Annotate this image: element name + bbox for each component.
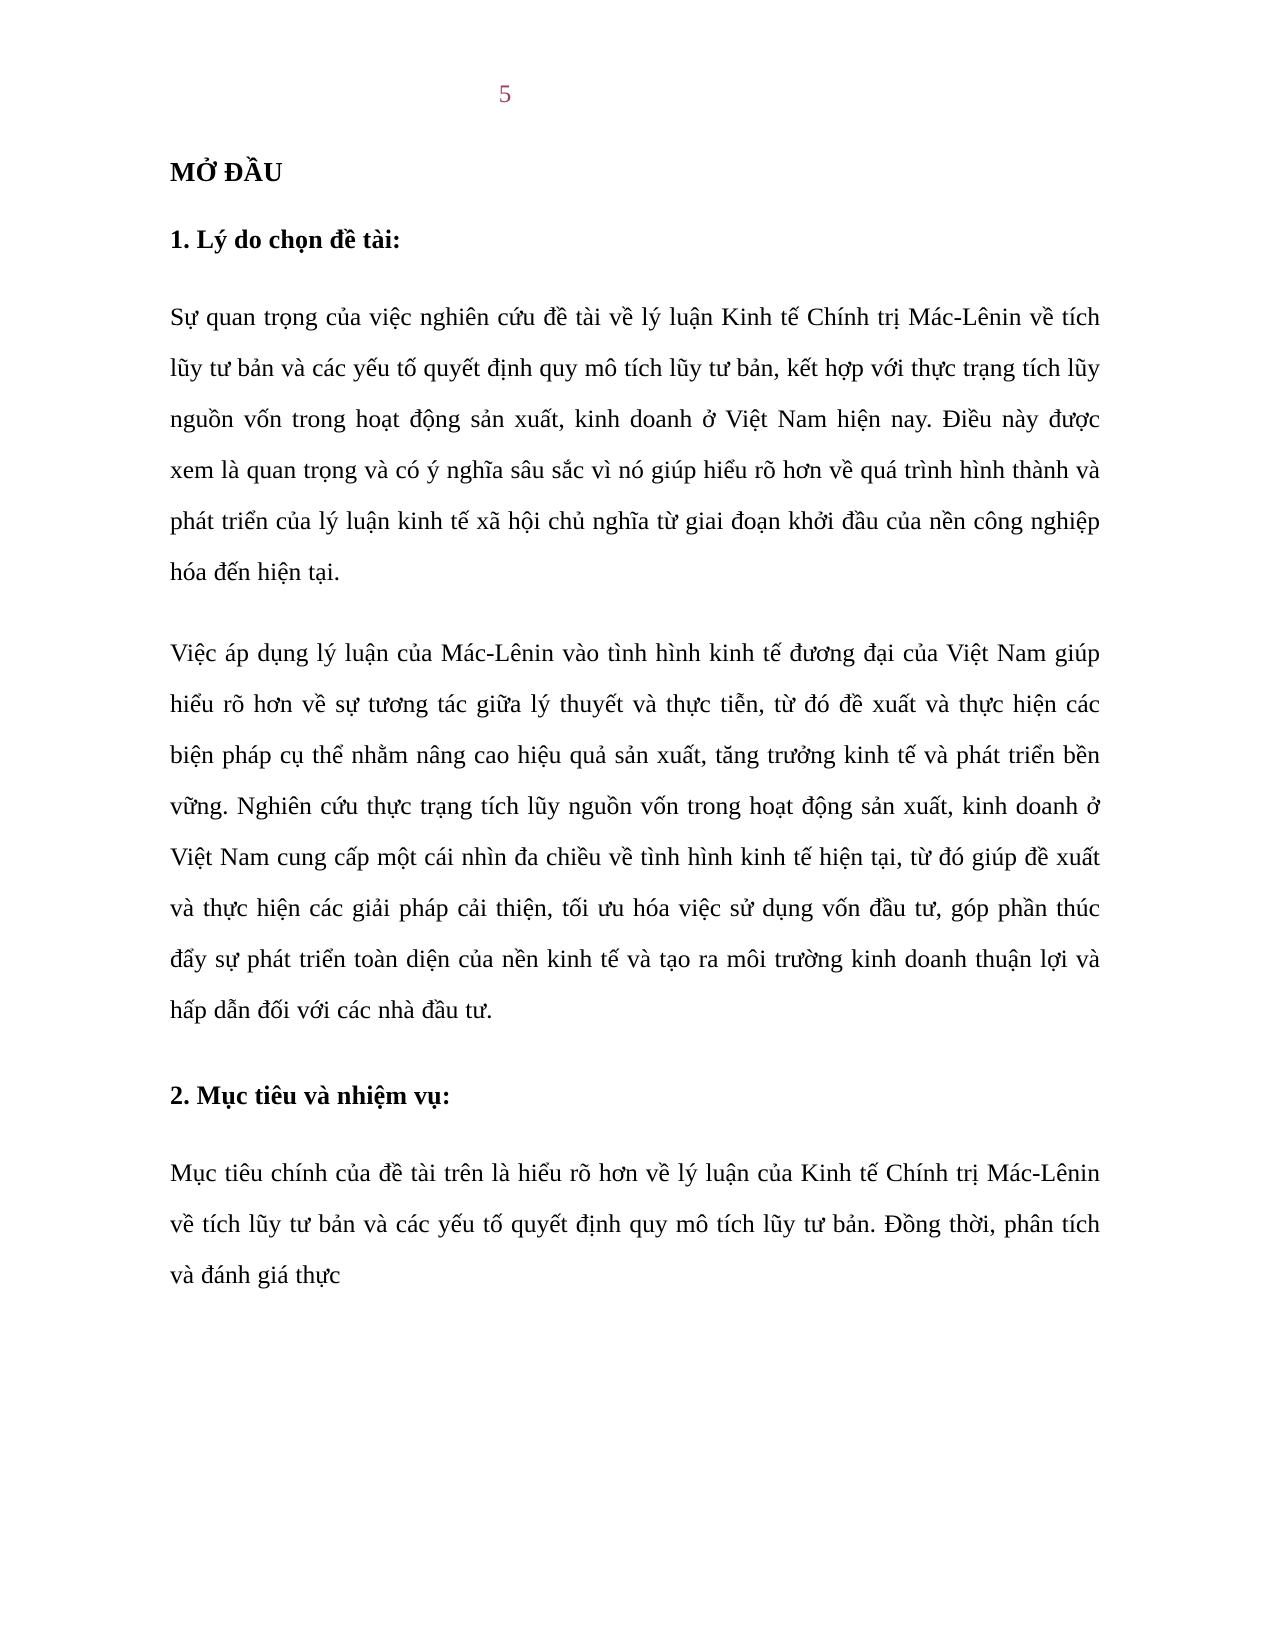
page-content: [170, 155, 1100, 1300]
paragraph: Việc áp dụng lý luận của Mác-Lênin vào tình hình kinh tế đương đại của Việt Nam giúp hiểu rõ hơn về sự tương tác giữa lý thuyết và thực tiễn, từ đó đề xuất và thực hiện các biện pháp cụ thể nhằm nâng cao hiệu quả sản xuất, tăng trưởng kinh tế và phát triển bền vững. Nghiên cứu thực trạng tích lũy nguồn vốn trong hoạt động sản xuất, kinh doanh ở Việt Nam cung cấp một cái nhìn đa chiều về tình hình kinh tế hiện tại, từ đó giúp đề xuất và thực hiện các giải pháp cải thiện, tối ưu hóa việc sử dụng vốn đầu tư, góp phần thúc đẩy sự phát triển toàn diện của nền kinh tế và tạo ra môi trường kinh doanh thuận lợi và hấp dẫn đối với các nhà đầu tư.: [170, 638, 1100, 1024]
paragraph: Sự quan trọng của việc nghiên cứu đề tài về lý luận Kinh tế Chính trị Mác-Lênin về tích lũy tư bản và các yếu tố quyết định quy mô tích lũy tư bản, kết hợp với thực trạng tích lũy nguồn vốn trong hoạt động sản xuất, kinh doanh ở Việt Nam hiện nay. Điều này được xem là quan trọng và có ý nghĩa sâu sắc vì nó giúp hiểu rõ hơn về quá trình hình thành và phát triển của lý luận kinh tế xã hội chủ nghĩa từ giai đoạn khởi đầu của nền công nghiệp hóa đến hiện tại.: [170, 302, 1100, 586]
section-heading-2: 2. Mục tiêu và nhiệm vụ:: [170, 1081, 451, 1110]
page-number: 5: [498, 81, 512, 108]
paragraph: Mục tiêu chính của đề tài trên là hiểu rõ hơn về lý luận của Kinh tế Chính trị Mác-Lênin về tích lũy tư bản và các yếu tố quyết định quy mô tích lũy tư bản. Đồng thời, phân tích và đánh giá thực: [170, 1158, 1100, 1289]
page-title: MỞ ĐẦU: [170, 157, 283, 187]
section-heading-1: 1. Lý do chọn đề tài:: [170, 225, 402, 254]
